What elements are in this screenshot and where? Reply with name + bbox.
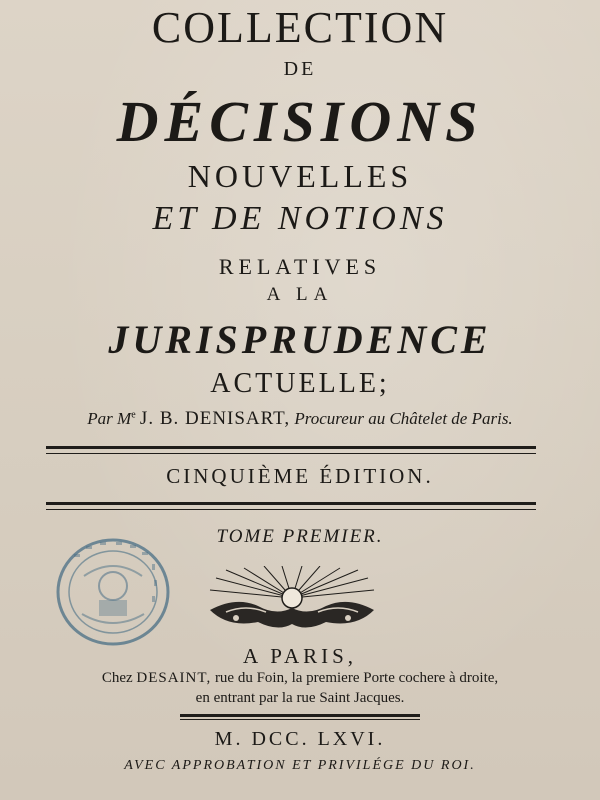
library-stamp <box>54 536 172 648</box>
rule-bottom <box>46 502 536 510</box>
title-jurisprudence: JURISPRUDENCE <box>108 317 492 362</box>
title-et-de-notions: ET DE NOTIONS <box>152 200 448 237</box>
imprint-printer-line <box>0 670 600 687</box>
rule-imprint <box>180 714 420 720</box>
title-collection: COLLECTION <box>151 3 449 52</box>
imprint-address-2: en entrant par la rue Saint Jacques. <box>195 690 405 706</box>
rule-top <box>46 446 536 454</box>
printer-ornament <box>206 566 378 636</box>
title-nouvelles: NOUVELLES <box>187 158 413 194</box>
imprint-city: A PARIS, <box>242 644 358 668</box>
title-de: DE <box>283 58 317 80</box>
tome: TOME PREMIER. <box>216 526 384 547</box>
author-title: Procureur au Châtelet de Paris. <box>294 409 513 428</box>
title-relatives: RELATIVES <box>218 254 382 279</box>
publication-date: M. DCC. LXVI. <box>214 728 386 750</box>
title-decisions: DÉCISIONS <box>116 89 484 154</box>
title-a-la: A LA <box>266 284 334 305</box>
author-par: Par M <box>87 409 132 428</box>
author-sup: e <box>131 409 136 421</box>
title-actuelle: ACTUELLE; <box>210 368 390 399</box>
privilege-line: AVEC APPROBATION ET PRIVILÉGE DU ROI. <box>124 758 476 773</box>
imprint-address-1: rue du Foin, la premiere Porte cochere à droite, <box>214 670 499 686</box>
edition: CINQUIÈME ÉDITION. <box>166 464 434 488</box>
imprint-chez: Chez <box>101 670 133 686</box>
imprint-printer: DESAINT, <box>136 670 212 686</box>
author-name: J. B. DENISART, <box>139 408 291 429</box>
author-line <box>0 408 600 430</box>
